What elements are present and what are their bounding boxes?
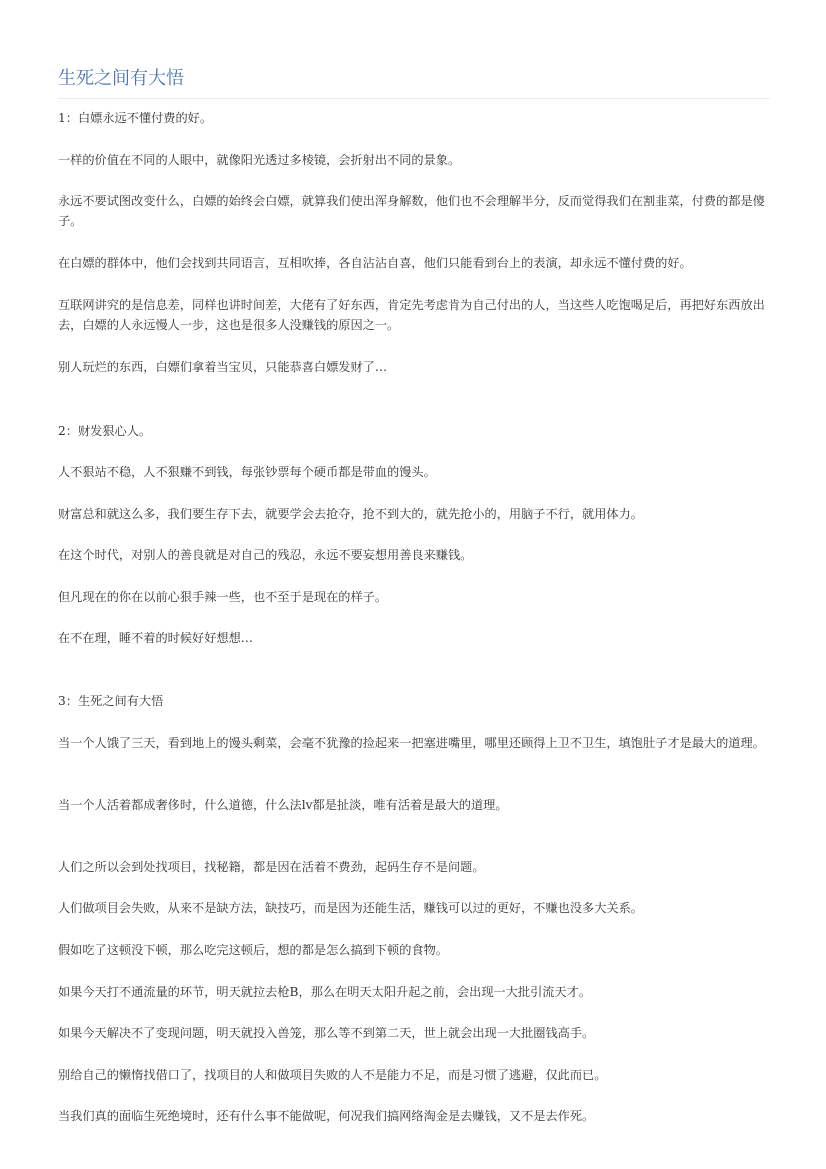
- paragraph: 永远不要试图改变什么，白嫖的始终会白嫖，就算我们使出浑身解数，他们也不会理解半分，反而觉得我们在割韭菜，付费的都是傻子。: [58, 194, 765, 228]
- paragraph: 如果今天打不通流量的环节，明天就拉去枪B，那么在明天太阳升起之前，会出现一大批引流天才。: [58, 985, 592, 999]
- paragraph: 在不在理，睡不着的时候好好想想…: [58, 631, 253, 645]
- paragraph: 当一个人活着都成奢侈时，什么道德，什么法lv都是扯淡，唯有活着是最大的道理。: [58, 798, 508, 812]
- paragraph: 一样的价值在不同的人眼中，就像阳光透过多棱镜，会折射出不同的景象。: [58, 153, 461, 167]
- paragraph: 但凡现在的你在以前心狠手辣一些，也不至于是现在的样子。: [58, 590, 388, 604]
- title-divider: [58, 98, 770, 99]
- paragraph: 人们之所以会到处找项目，找秘籍，都是因在活着不费劲，起码生存不是问题。: [58, 860, 485, 874]
- article-title: 生死之间有大悟: [58, 68, 184, 89]
- paragraph: 假如吃了这顿没下顿，那么吃完这顿后，想的都是怎么搞到下顿的食物。: [58, 943, 448, 957]
- paragraph: 人不狠站不稳，人不狠赚不到钱，每张钞票每个硬币都是带血的馒头。: [58, 465, 436, 479]
- section-heading-3: 3：生死之间有大悟: [58, 694, 164, 708]
- section-heading-1: 1：白嫖永远不懂付费的好。: [58, 111, 213, 125]
- paragraph: 别人玩烂的东西，白嫖们拿着当宝贝，只能恭喜白嫖发财了…: [58, 360, 388, 374]
- paragraph: 别给自己的懒惰找借口了，找项目的人和做项目失败的人不是能力不足，而是习惯了逃避，仅此而已。: [58, 1068, 607, 1082]
- section-heading-2: 2：财发狠心人。: [58, 424, 152, 438]
- paragraph: 互联网讲究的是信息差，同样也讲时间差，大佬有了好东西，肯定先考虑肯为自己付出的人，当这些人吃饱喝足后，再把好东西放出去，白嫖的人永远慢人一步，这也是很多人没赚钱的原因之一。: [58, 298, 765, 332]
- paragraph: 当我们真的面临生死绝境时，还有什么事不能做呢，何况我们搞网络淘金是去赚钱，又不是去作死。: [58, 1109, 595, 1123]
- paragraph: 财富总和就这么多，我们要生存下去，就要学会去抢夺，抢不到大的，就先抢小的，用脑子不行，就用体力。: [58, 507, 643, 521]
- paragraph: 如果今天解决不了变现问题，明天就投入兽笼，那么等不到第二天，世上就会出现一大批圈钱高手。: [58, 1026, 595, 1040]
- paragraph: 当一个人饿了三天，看到地上的馒头剩菜，会毫不犹豫的捡起来一把塞进嘴里，哪里还顾得上卫不卫生，填饱肚子才是最大的道理。: [58, 736, 765, 750]
- paragraph: 人们做项目会失败，从来不是缺方法，缺技巧，而是因为还能生活，赚钱可以过的更好，不赚也没多大关系。: [58, 901, 643, 915]
- paragraph: 在白嫖的群体中，他们会找到共同语言，互相吹捧，各自沾沾自喜，他们只能看到台上的表演，却永远不懂付费的好。: [58, 256, 692, 270]
- paragraph: 在这个时代，对别人的善良就是对自己的残忍，永远不要妄想用善良来赚钱。: [58, 548, 473, 562]
